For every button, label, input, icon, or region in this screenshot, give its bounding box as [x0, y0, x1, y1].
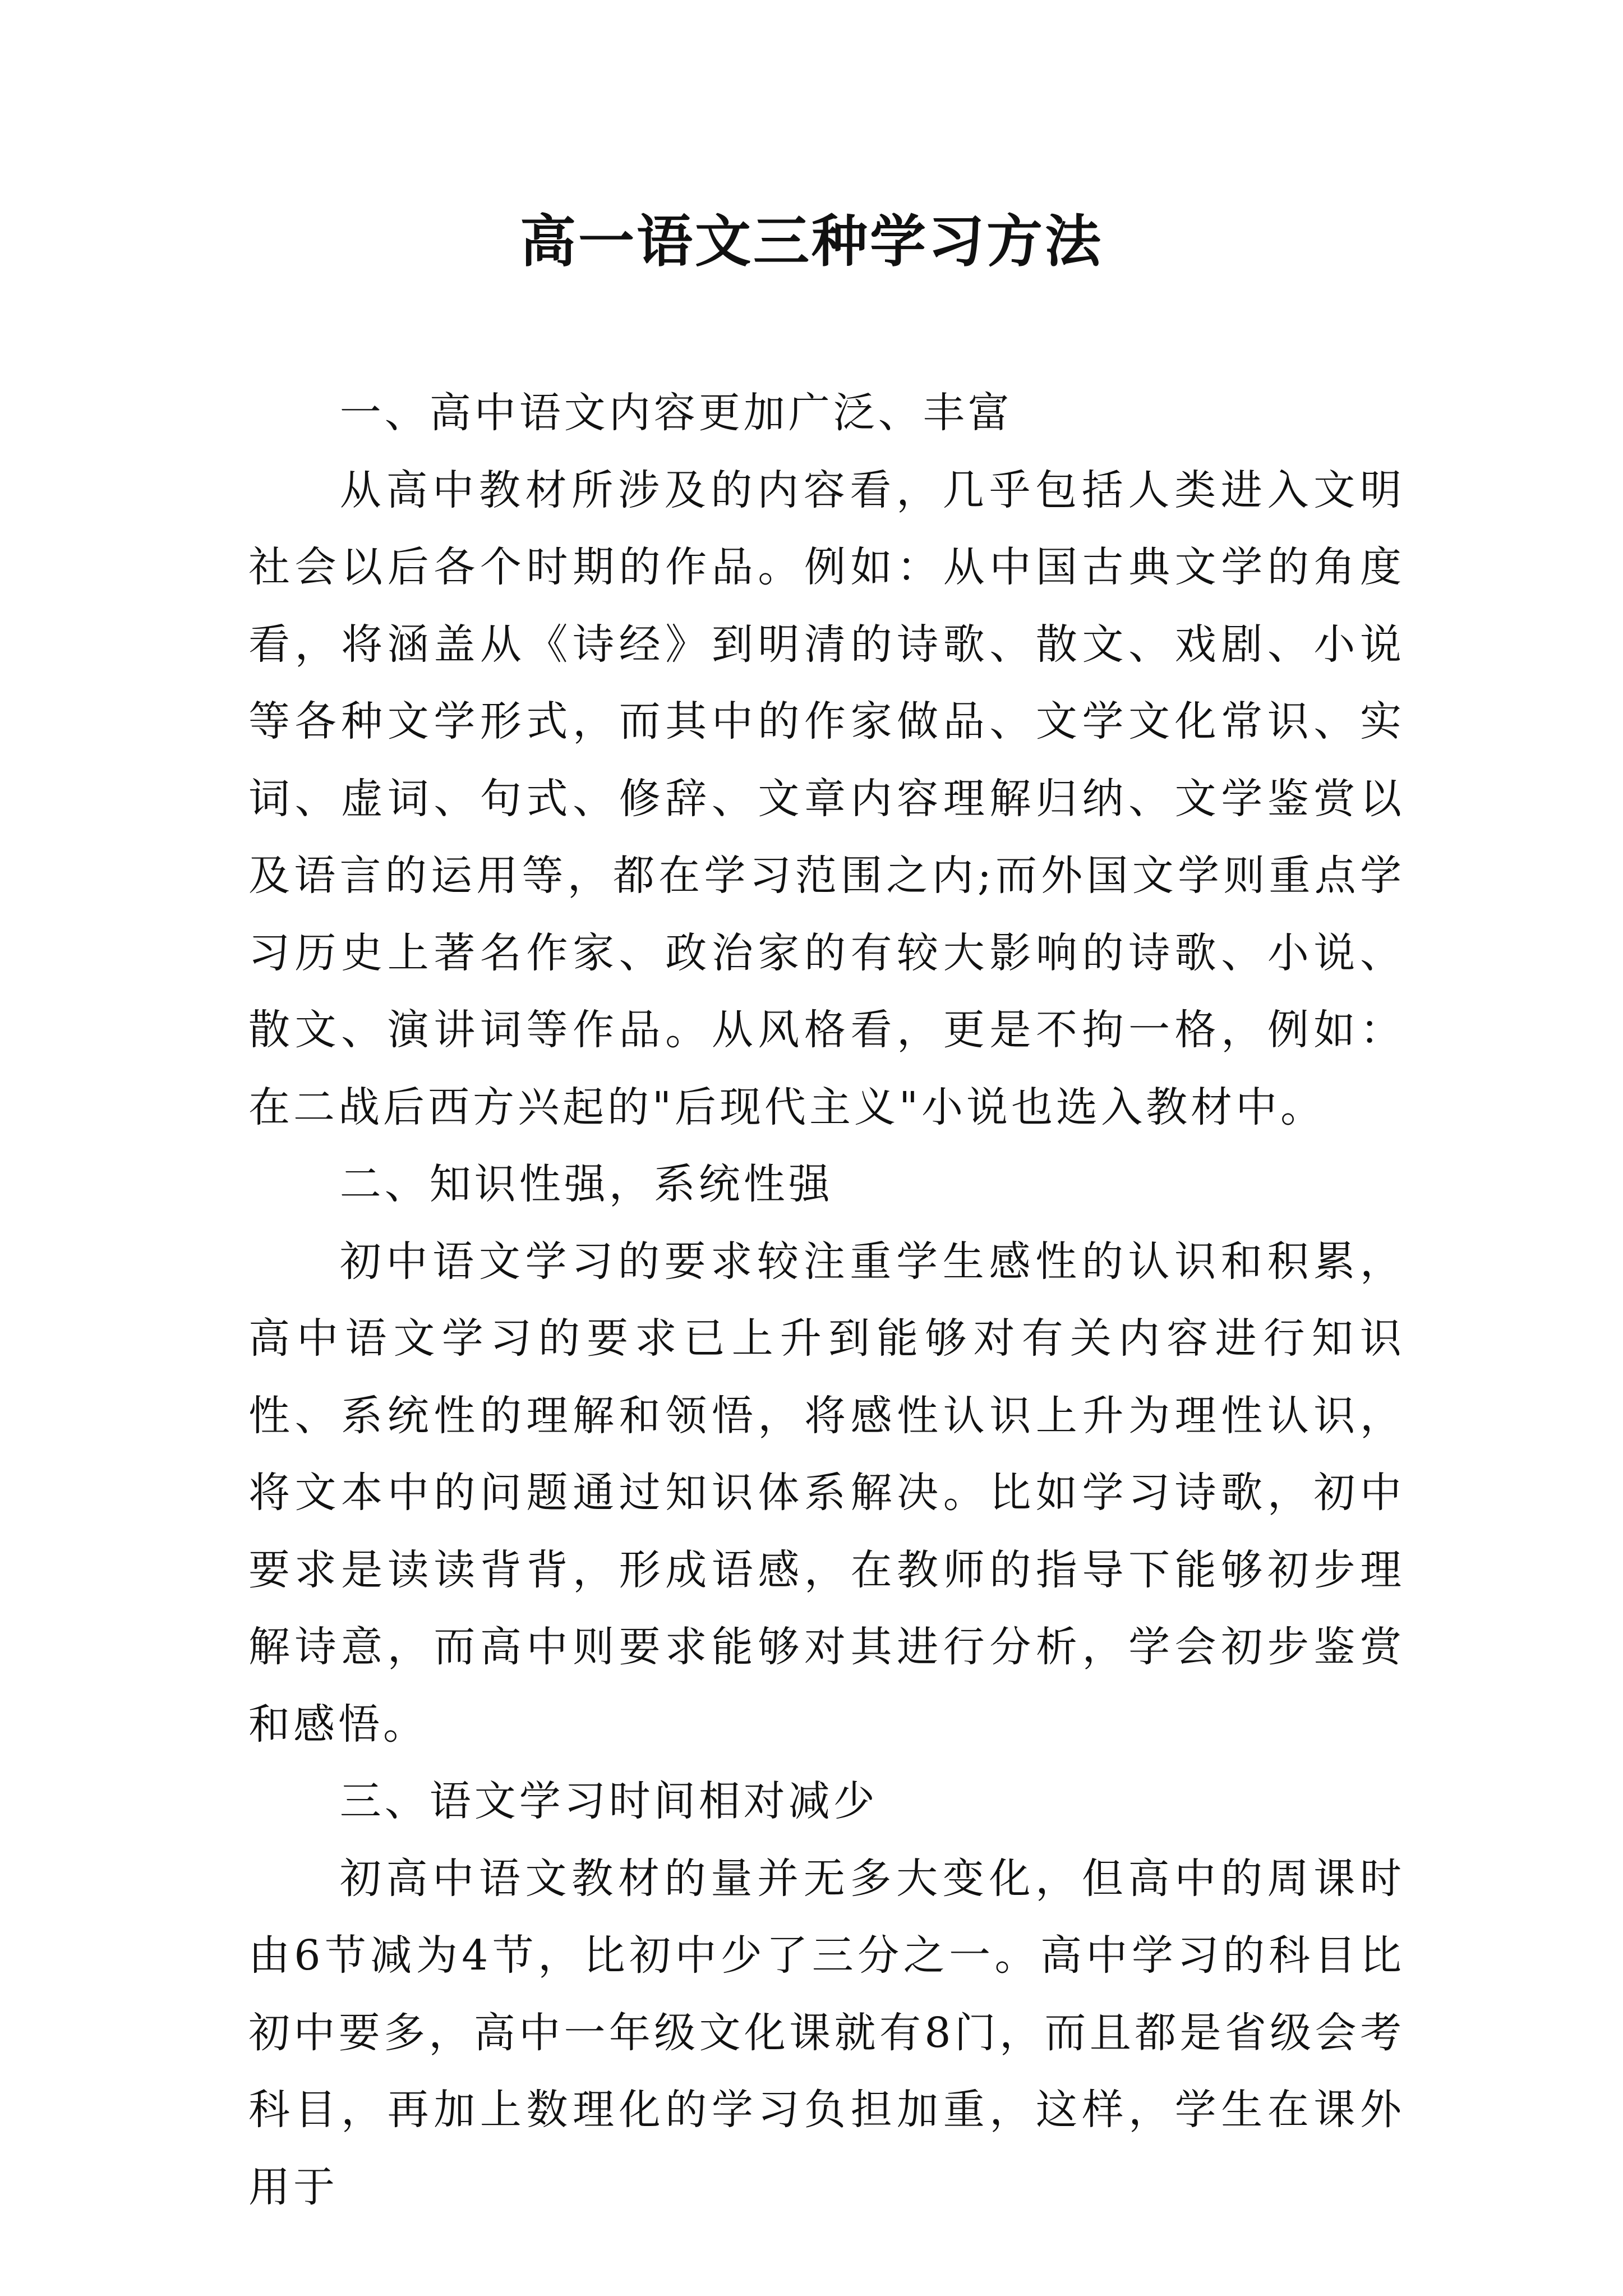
- paragraph-3: 初高中语文教材的量并无多大变化，但高中的周课时由6节减为4节，比初中少了三分之一。高中学习的科目比初中要多，高中一年级文化课就有8门，而且都是省级会考科目，再加上数理化的学习负担加重，这样，学生在课外用于: [248, 1854, 1405, 2211]
- paragraph-1: 从高中教材所涉及的内容看，几乎包括人类进入文明社会以后各个时期的作品。例如：从中国古典文学的角度看，将涵盖从《诗经》到明清的诗歌、散文、戏剧、小说等各种文学形式，而其中的作家做品、文学文化常识、实词、虚词、句式、修辞、文章内容理解归纳、文学鉴赏以及语言的运用等，都在学习范围之内;而外国文学则重点学习历史上著名作家、政治家的有较大影响的诗歌、小说、散文、演讲词等作品。从风格看，更是不拘一格，例如：在二战后西方兴起的"后现代主义"小说也选入教材中。: [248, 466, 1405, 1131]
- section-heading-3: 三、语文学习时间相对减少: [339, 1777, 878, 1825]
- document-body: [248, 375, 1405, 2226]
- paragraph-2: 初中语文学习的要求较注重学生感性的认识和积累，高中语文学习的要求已上升到能够对有关内容进行知识性、系统性的理解和领悟，将感性认识上升为理性认识，将文本中的问题通过知识体系解决。比如学习诗歌，初中要求是读读背背，形成语感，在教师的指导下能够初步理解诗意，而高中则要求能够对其进行分析，学会初步鉴赏和感悟。: [248, 1237, 1405, 1749]
- section-heading-2: 二、知识性强，系统性强: [339, 1160, 833, 1208]
- section-heading-1: 一、高中语文内容更加广泛、丰富: [339, 389, 1013, 437]
- document-title: 高一语文三种学习方法: [520, 208, 1103, 274]
